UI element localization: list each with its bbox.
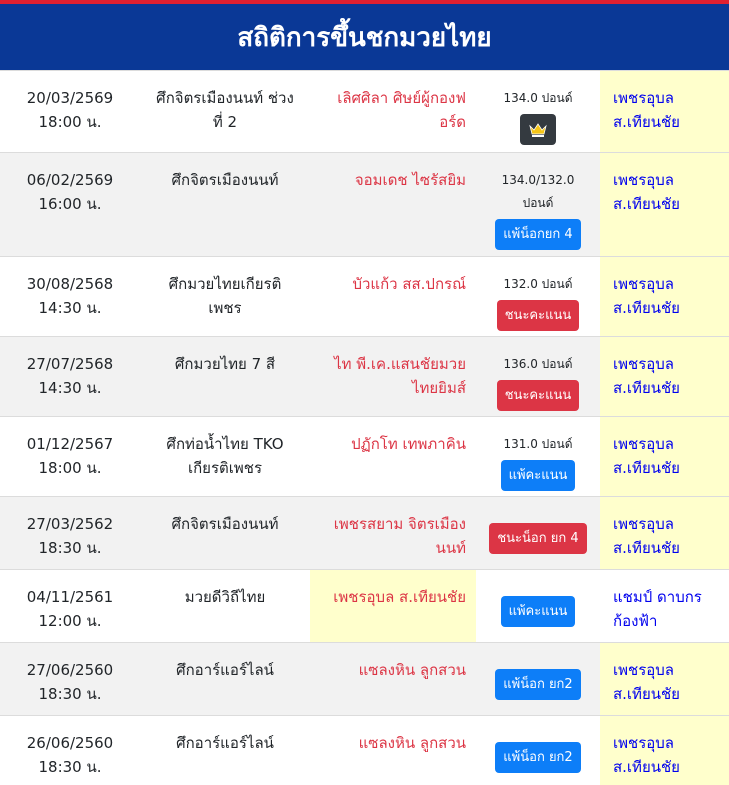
fight-date-cell <box>0 643 140 715</box>
fighter-cell[interactable] <box>600 570 729 642</box>
fighter-cell[interactable] <box>600 337 729 416</box>
event-name-cell <box>140 153 310 256</box>
fight-time: 18:30 น. <box>38 539 102 557</box>
result-cell <box>476 716 600 785</box>
event-name-cell <box>140 570 310 642</box>
table-row <box>0 715 729 785</box>
opponent-name: แซลงหิน ลูกสวน <box>358 661 466 679</box>
result-badge: ชนะน็อก ยก 4 <box>489 523 586 554</box>
fighter-name-link[interactable]: ส.เทียนชัย <box>613 299 680 317</box>
fighter-cell[interactable] <box>600 497 729 569</box>
event-name-cell <box>140 417 310 496</box>
fight-time: 16:00 น. <box>38 195 102 213</box>
opponent-cell <box>310 417 476 496</box>
page-header <box>0 4 729 70</box>
fighter-name-link[interactable]: เพชรอุบล <box>613 89 674 107</box>
event-name: ศึกจิตรเมืองนนท์ <box>171 171 279 189</box>
fighter-name-link[interactable]: เพชรอุบล <box>613 275 674 293</box>
fighter-cell[interactable] <box>600 716 729 785</box>
fight-time: 14:30 น. <box>38 299 102 317</box>
opponent-name: อร์ด <box>439 113 466 131</box>
event-name: เกียรติเพชร <box>187 459 263 477</box>
event-name: ศึกอาร์แอร์ไลน์ <box>176 661 274 679</box>
event-name-cell <box>140 643 310 715</box>
event-name: เพชร <box>208 299 242 317</box>
opponent-name: ไทยยิมส์ <box>411 379 466 397</box>
opponent-name: เพชรอุบล ส.เทียนชัย <box>333 588 466 606</box>
fight-time: 14:30 น. <box>38 379 102 397</box>
table-row <box>0 416 729 496</box>
opponent-name: ปฏักโท เทพภาคิน <box>351 435 466 453</box>
result-badge: แพ้คะแนน <box>501 596 576 627</box>
fighter-name-link[interactable]: ส.เทียนชัย <box>613 113 680 131</box>
event-name: ศึกมวยไทย 7 สี <box>174 355 276 373</box>
result-cell <box>476 417 600 496</box>
fight-date-cell <box>0 153 140 256</box>
event-name: มวยดีวิถีไทย <box>184 588 266 606</box>
result-badge: ชนะคะแนน <box>497 380 580 411</box>
table-row <box>0 256 729 336</box>
event-name-cell <box>140 337 310 416</box>
fighter-name-link[interactable]: ส.เทียนชัย <box>613 685 680 703</box>
opponent-name: บัวแก้ว สส.ปกรณ์ <box>352 275 466 293</box>
page-title: สถิติการขึ้นชกมวยไทย <box>237 22 492 53</box>
fighter-cell[interactable] <box>600 71 729 152</box>
event-name-cell <box>140 716 310 785</box>
result-cell <box>476 497 600 569</box>
fight-date-cell <box>0 71 140 152</box>
event-name-cell <box>140 497 310 569</box>
fight-date-cell <box>0 337 140 416</box>
event-name: ศึกอาร์แอร์ไลน์ <box>176 734 274 752</box>
fight-date-cell <box>0 257 140 336</box>
result-badge: แพ้น็อกยก 4 <box>495 219 580 250</box>
event-name: ศึกจิตรเมืองนนท์ <box>171 515 279 533</box>
result-badge: แพ้น็อก ยก2 <box>495 669 580 700</box>
fighter-name-link[interactable]: เพชรอุบล <box>613 734 674 752</box>
fighter-name-link[interactable]: ก้องฟ้า <box>613 612 658 630</box>
weight-label: 134.0 ปอนด์ <box>503 91 573 105</box>
table-row <box>0 569 729 642</box>
event-name: ศึกท่อน้ำไทย TKO <box>166 435 284 453</box>
table-row <box>0 336 729 416</box>
opponent-name: จอมเดช ไซรัสยิม <box>354 171 466 189</box>
fighter-name-link[interactable]: เพชรอุบล <box>613 661 674 679</box>
opponent-cell <box>310 71 476 152</box>
fight-time: 18:00 น. <box>38 113 102 131</box>
opponent-cell <box>310 337 476 416</box>
fighter-name-link[interactable]: เพชรอุบล <box>613 355 674 373</box>
fighter-name-link[interactable]: เพชรอุบล <box>613 515 674 533</box>
fighter-name-link[interactable]: ส.เทียนชัย <box>613 379 680 397</box>
opponent-name: ไท พี.เค.แสนชัยมวย <box>334 355 466 373</box>
fight-date: 30/08/2568 <box>26 275 114 293</box>
fight-date-cell <box>0 417 140 496</box>
result-cell <box>476 71 600 152</box>
table-row <box>0 496 729 569</box>
title-fight-badge <box>520 114 556 145</box>
opponent-cell <box>310 643 476 715</box>
fight-time: 18:30 น. <box>38 685 102 703</box>
fight-time: 18:00 น. <box>38 459 102 477</box>
result-cell <box>476 570 600 642</box>
fight-date-cell <box>0 497 140 569</box>
table-row <box>0 642 729 715</box>
opponent-cell <box>310 497 476 569</box>
fighter-cell[interactable] <box>600 643 729 715</box>
weight-label: 134.0/132.0 ปอนด์ <box>501 173 575 210</box>
result-cell <box>476 643 600 715</box>
event-name: ศึกมวยไทยเกียรติ <box>168 275 282 293</box>
fighter-cell[interactable] <box>600 257 729 336</box>
fighter-name-link[interactable]: แชมป์ ดาบกร <box>613 588 702 606</box>
fight-date: 01/12/2567 <box>26 435 114 453</box>
crown-icon <box>529 122 547 138</box>
result-cell <box>476 257 600 336</box>
result-cell <box>476 153 600 256</box>
weight-label: 136.0 ปอนด์ <box>503 357 573 371</box>
fight-date: 27/06/2560 <box>26 661 114 679</box>
opponent-cell <box>310 570 476 642</box>
event-name-cell <box>140 71 310 152</box>
fight-record-table <box>0 70 729 785</box>
opponent-name: เพชรสยาม จิตรเมือง <box>333 515 466 533</box>
result-cell <box>476 337 600 416</box>
weight-label: 131.0 ปอนด์ <box>503 437 573 451</box>
fighter-name-link[interactable]: เพชรอุบล <box>613 435 674 453</box>
opponent-cell <box>310 257 476 336</box>
fight-date: 26/06/2560 <box>26 734 114 752</box>
event-name: ที่ 2 <box>212 113 238 131</box>
fight-date: 06/02/2569 <box>26 171 114 189</box>
weight-label: 132.0 ปอนด์ <box>503 277 573 291</box>
fighter-cell[interactable] <box>600 153 729 256</box>
fighter-name-link[interactable]: ส.เทียนชัย <box>613 195 680 213</box>
fighter-name-link[interactable]: ส.เทียนชัย <box>613 758 680 776</box>
result-badge: แพ้คะแนน <box>501 460 576 491</box>
opponent-cell <box>310 716 476 785</box>
fight-date: 20/03/2569 <box>26 89 114 107</box>
event-name: ศึกจิตรเมืองนนท์ ช่วง <box>156 89 294 107</box>
result-badge: ชนะคะแนน <box>497 300 580 331</box>
opponent-name: แซลงหิน ลูกสวน <box>358 734 466 752</box>
event-name-cell <box>140 257 310 336</box>
table-row <box>0 152 729 256</box>
fighter-name-link[interactable]: เพชรอุบล <box>613 171 674 189</box>
fight-date: 27/03/2562 <box>26 515 114 533</box>
fighter-name-link[interactable]: ส.เทียนชัย <box>613 539 680 557</box>
fight-date: 04/11/2561 <box>26 588 114 606</box>
fighter-cell[interactable] <box>600 417 729 496</box>
opponent-name: เลิศศิลา ศิษย์ผู้กองฟ <box>337 89 466 107</box>
opponent-name: นนท์ <box>435 539 466 557</box>
fight-date-cell <box>0 716 140 785</box>
fight-date: 27/07/2568 <box>26 355 114 373</box>
table-row <box>0 70 729 152</box>
fighter-name-link[interactable]: ส.เทียนชัย <box>613 459 680 477</box>
opponent-cell <box>310 153 476 256</box>
result-badge: แพ้น็อก ยก2 <box>495 742 580 773</box>
fight-date-cell <box>0 570 140 642</box>
fight-time: 18:30 น. <box>38 758 102 776</box>
fight-time: 12:00 น. <box>38 612 102 630</box>
